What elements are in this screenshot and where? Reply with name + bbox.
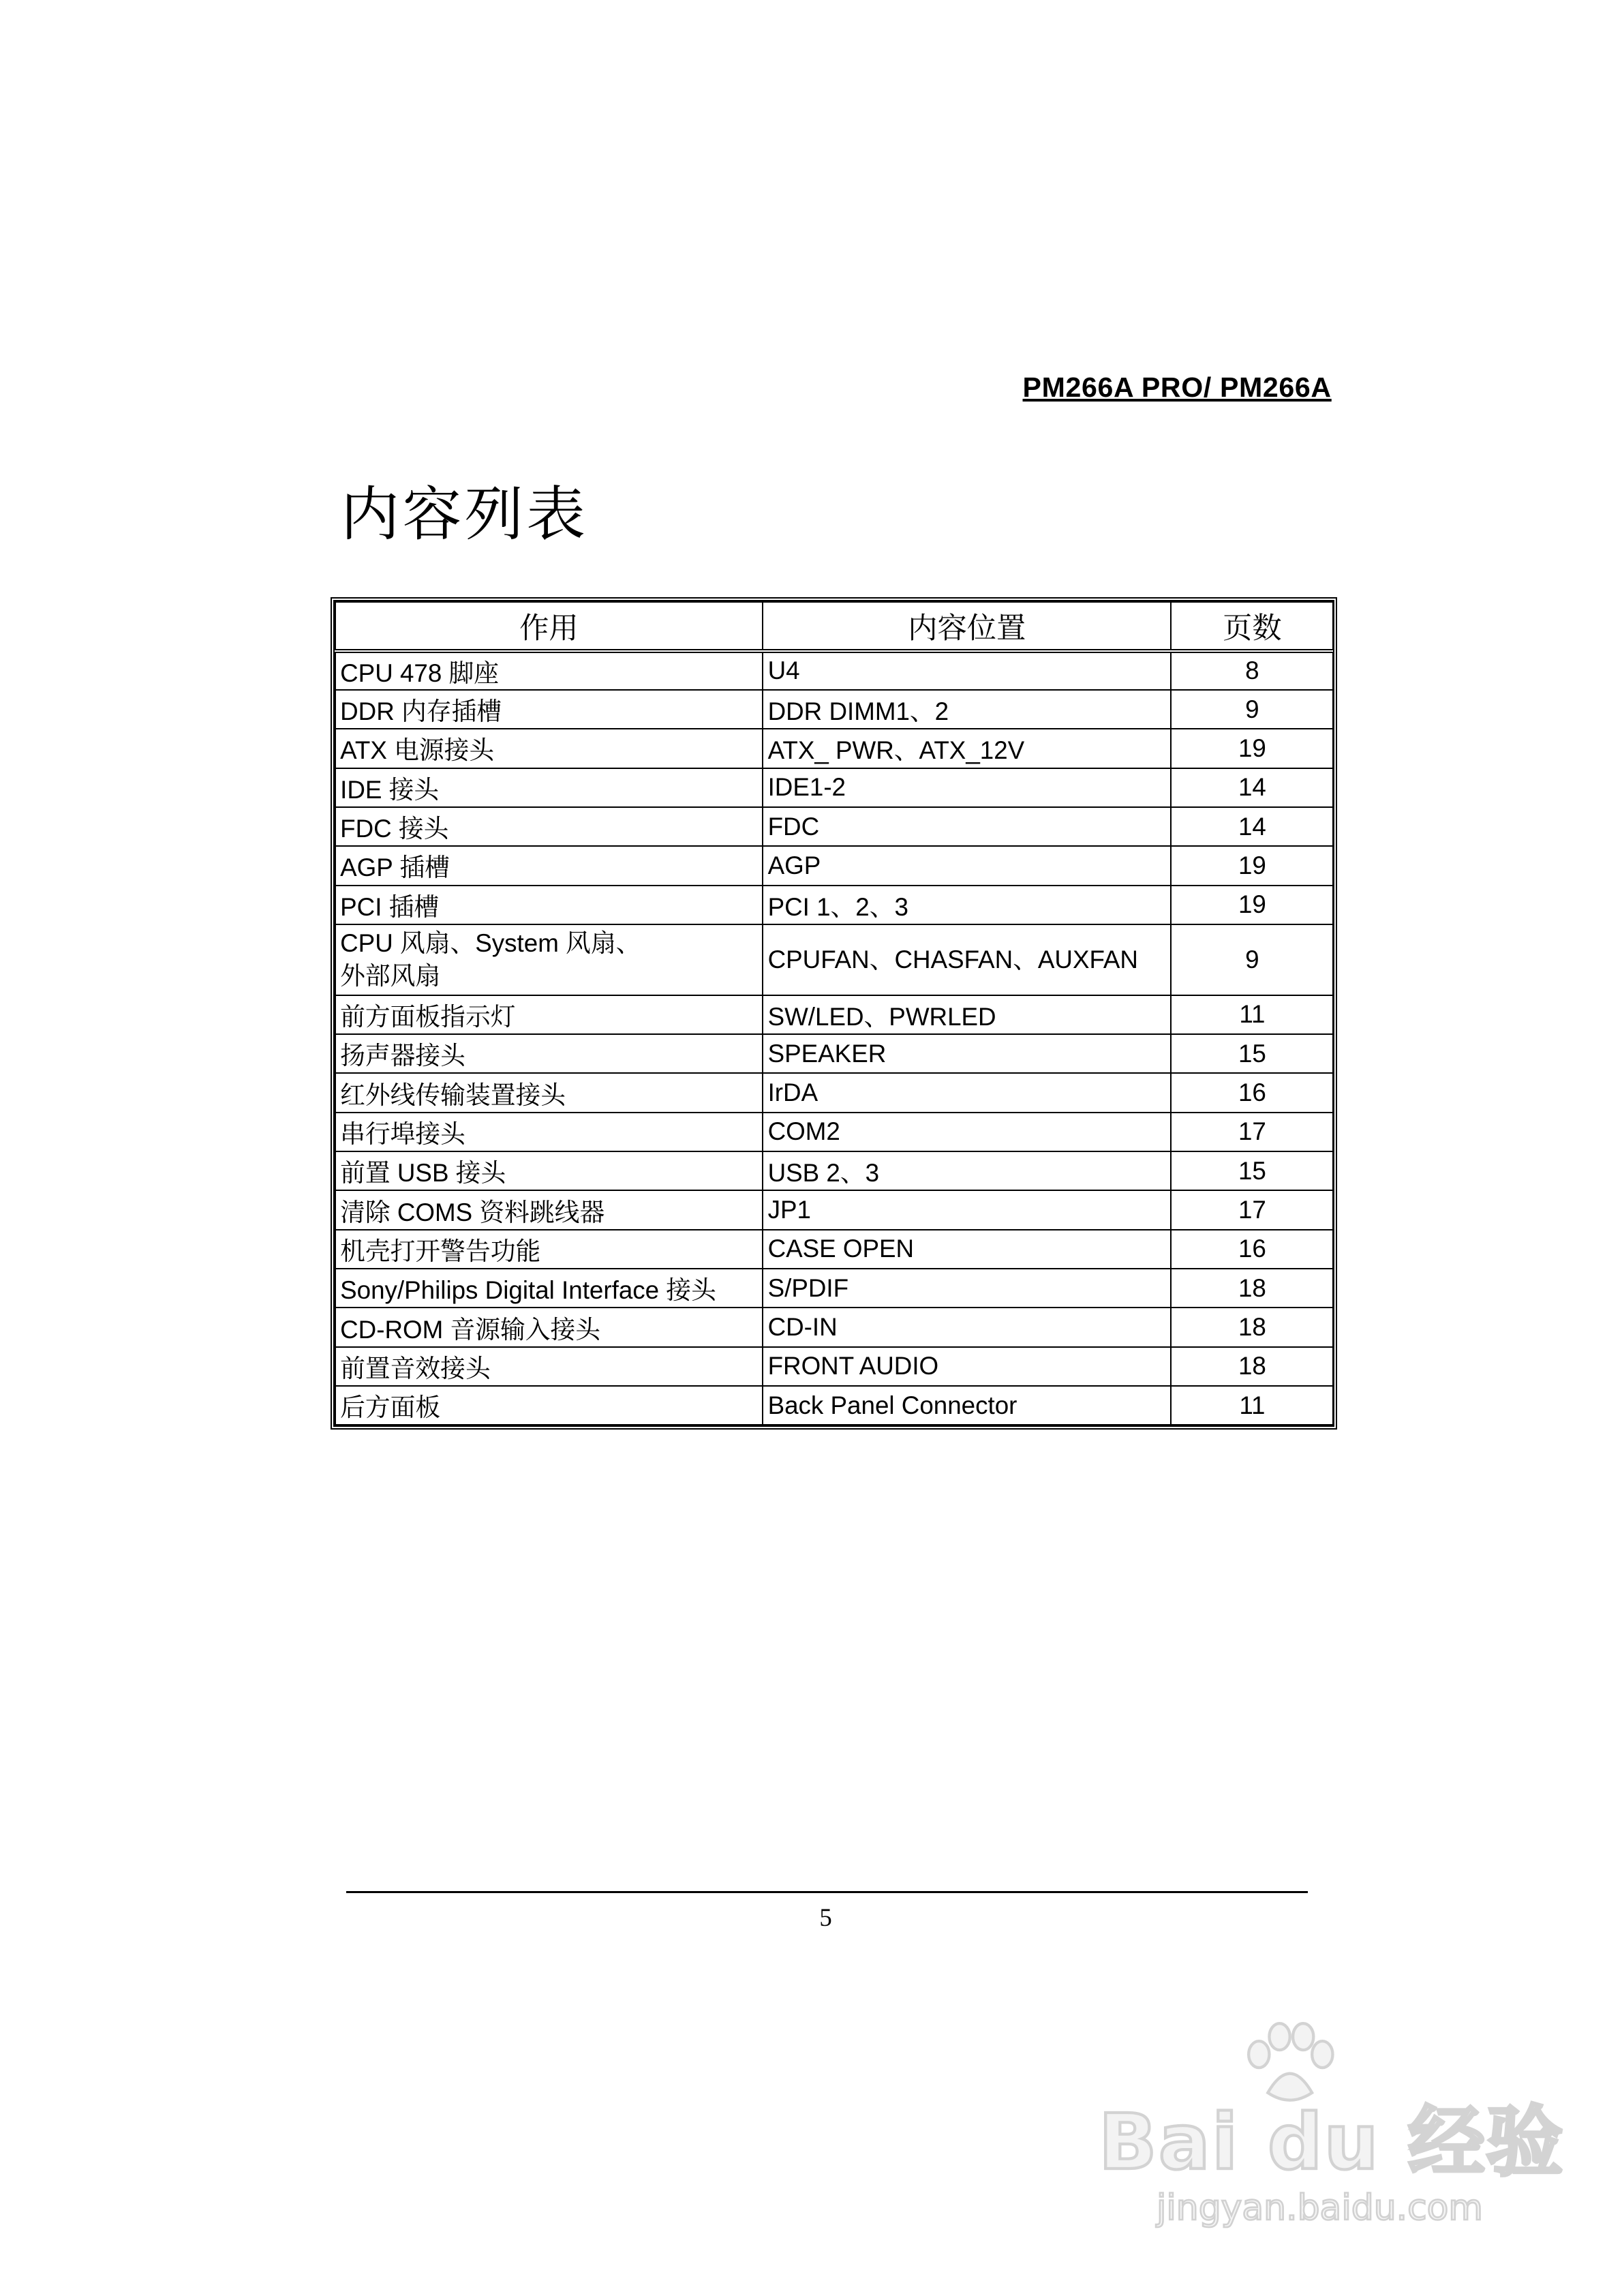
toc-body — [335, 651, 1334, 1425]
cell-function: DDR 内存插槽 — [335, 690, 763, 729]
cell-location: SPEAKER — [763, 1034, 1171, 1073]
cell-location: PCI 1、2、3 — [763, 886, 1171, 924]
cell-location: AGP — [763, 846, 1171, 885]
cell-location: USB 2、3 — [763, 1151, 1171, 1190]
cell-function: CPU 风扇、System 风扇、 外部风扇 — [335, 924, 763, 995]
cell-page: 18 — [1171, 1347, 1333, 1386]
baidu-jingyan-watermark — [1098, 2022, 1565, 2229]
table-row — [335, 690, 1334, 729]
cell-location: COM2 — [763, 1113, 1171, 1151]
table-row — [335, 651, 1334, 690]
cell-location: CD-IN — [763, 1308, 1171, 1346]
cell-page: 19 — [1171, 729, 1333, 768]
cell-location: SW/LED、PWRLED — [763, 995, 1171, 1034]
cell-page: 19 — [1171, 846, 1333, 885]
header-location: 内容位置 — [763, 602, 1171, 650]
table-row — [335, 807, 1334, 846]
cell-page: 17 — [1171, 1113, 1333, 1151]
cell-function: 后方面板 — [335, 1386, 763, 1425]
cell-location: FDC — [763, 807, 1171, 846]
cell-page: 17 — [1171, 1190, 1333, 1229]
cell-location: IrDA — [763, 1073, 1171, 1112]
cell-page: 15 — [1171, 1151, 1333, 1190]
cell-function: 串行埠接头 — [335, 1113, 763, 1151]
cell-page: 11 — [1171, 995, 1333, 1034]
table-row — [335, 1269, 1334, 1308]
cell-location: CPUFAN、CHASFAN、AUXFAN — [763, 924, 1171, 995]
cell-page: 16 — [1171, 1230, 1333, 1269]
cell-location: U4 — [763, 651, 1171, 690]
cell-location: ATX_ PWR、ATX_12V — [763, 729, 1171, 768]
cell-function: CPU 478 脚座 — [335, 651, 763, 690]
header-function: 作用 — [335, 602, 763, 650]
cell-page: 9 — [1171, 924, 1333, 995]
cell-function: 扬声器接头 — [335, 1034, 763, 1073]
toc-header-row — [335, 602, 1334, 650]
cell-location: Back Panel Connector — [763, 1386, 1171, 1425]
cell-page: 18 — [1171, 1269, 1333, 1308]
cell-function: Sony/Philips Digital Interface 接头 — [335, 1269, 763, 1308]
cell-location: S/PDIF — [763, 1269, 1171, 1308]
watermark-logo: Bai du 经验 — [1098, 2097, 1565, 2187]
cell-function: 前置 USB 接头 — [335, 1151, 763, 1190]
table-row — [335, 1190, 1334, 1229]
cell-function: 红外线传输装置接头 — [335, 1073, 763, 1112]
table-row — [335, 1151, 1334, 1190]
toc-table — [335, 601, 1334, 1425]
table-row — [335, 1308, 1334, 1346]
table-row — [335, 886, 1334, 924]
cell-function: ATX 电源接头 — [335, 729, 763, 768]
table-row — [335, 1386, 1334, 1425]
table-row — [335, 1113, 1334, 1151]
cell-function: CD-ROM 音源输入接头 — [335, 1308, 763, 1346]
cell-location: FRONT AUDIO — [763, 1347, 1171, 1386]
cell-location: IDE1-2 — [763, 768, 1171, 807]
cell-function: 前方面板指示灯 — [335, 995, 763, 1034]
cell-location: CASE OPEN — [763, 1230, 1171, 1269]
table-row — [335, 1034, 1334, 1073]
cell-function: 机壳打开警告功能 — [335, 1230, 763, 1269]
cell-function: 前置音效接头 — [335, 1347, 763, 1386]
cell-function: IDE 接头 — [335, 768, 763, 807]
model-header: PM266A PRO/ PM266A — [1022, 372, 1332, 404]
cell-page: 16 — [1171, 1073, 1333, 1112]
cell-page: 14 — [1171, 807, 1333, 846]
cell-page: 9 — [1171, 690, 1333, 729]
cell-page: 14 — [1171, 768, 1333, 807]
table-row — [335, 1230, 1334, 1269]
header-page: 页数 — [1171, 602, 1333, 650]
toc-table-frame — [331, 597, 1338, 1430]
table-row — [335, 1073, 1334, 1112]
page-title: 内容列表 — [340, 480, 589, 549]
cell-page: 11 — [1171, 1386, 1333, 1425]
cell-location: JP1 — [763, 1190, 1171, 1229]
cell-page: 15 — [1171, 1034, 1333, 1073]
cell-page: 19 — [1171, 886, 1333, 924]
cell-location: DDR DIMM1、2 — [763, 690, 1171, 729]
cell-function: PCI 插槽 — [335, 886, 763, 924]
watermark-url: jingyan.baidu.com — [1156, 2188, 1483, 2229]
cell-page: 18 — [1171, 1308, 1333, 1346]
table-row — [335, 995, 1334, 1034]
cell-function: FDC 接头 — [335, 807, 763, 846]
page-number: 5 — [819, 1903, 832, 1932]
table-row — [335, 1347, 1334, 1386]
footer-rule — [346, 1891, 1308, 1893]
cell-page: 8 — [1171, 651, 1333, 690]
table-row — [335, 846, 1334, 885]
table-row — [335, 924, 1334, 995]
cell-function: AGP 插槽 — [335, 846, 763, 885]
cell-function: 清除 COMS 资料跳线器 — [335, 1190, 763, 1229]
table-row — [335, 768, 1334, 807]
table-row — [335, 729, 1334, 768]
